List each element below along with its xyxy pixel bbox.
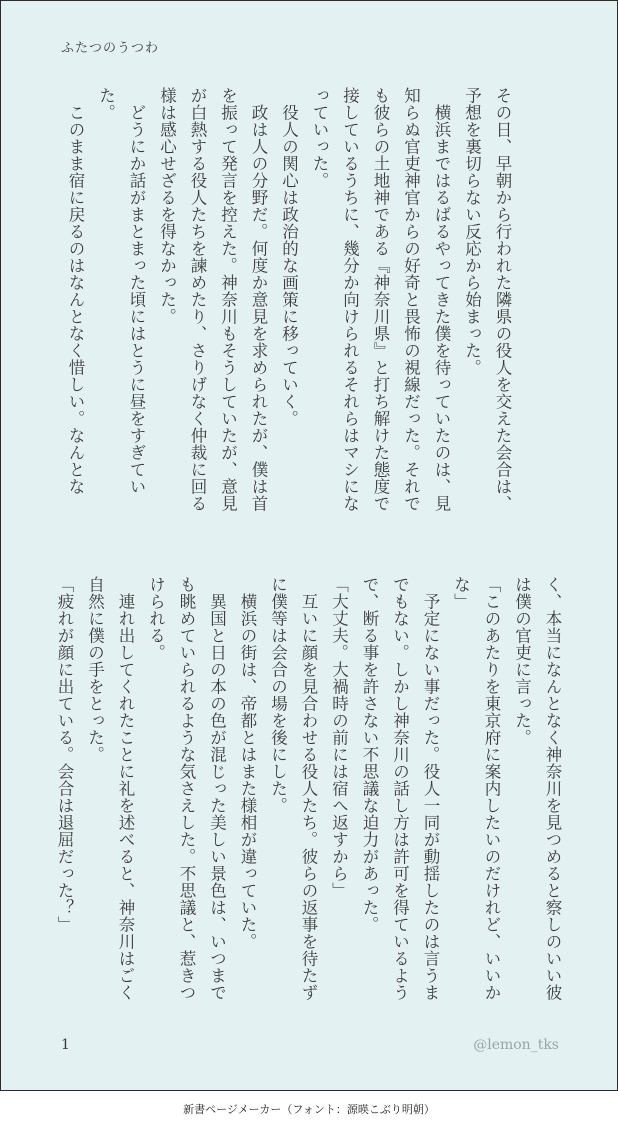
book-title: ふたつのうつわ bbox=[61, 41, 160, 56]
body-text-lower: く、本当になんとなく神奈川を見つめると察しのいい彼は僕の官吏に言った。 「このあたりを東京府に案内したいのだけれど、いいかな」 予定にない事だった。役人一同が動揺したのは言うまでもない。しかし神奈川の話し方は許可を得ているようで、断る事を許さない不思議な迫力があった。 「大丈夫。大禍時の前には宿へ返すから」 互いに顔を見合わせる役人たち。彼らの返事を待たずに僕等は会合の場を後にした。 横浜の街は、帝都とはまた様相が違っていた。 異国と日の本の色が混じった美しい景色は、いつまでも眺めていられるような気さえした。不思議と、惹きつけられる。 連れ出してくれたことに礼を述べると、神奈川はごく自然に僕の手をとった。 「疲れが顔に出ている。会合は退屈だった？」 bbox=[55, 576, 562, 1001]
author-handle: @lemon_tks bbox=[473, 1037, 559, 1053]
generator-caption: 新書ページメーカー（フォント：源暎こぶり明朝） bbox=[183, 1103, 435, 1116]
body-text-upper: その日、早朝から行われた隣県の役人を交えた会合は、予想を裏切らない反応から始まった。 横浜まではるばるやってきた僕を待っていたのは、見知らぬ官吏神官からの好奇と畏怖の視線だった。それでも彼らの土地神である『神奈川県』と打ち解けた態度で接しているうちに、幾分か向けられるそれらはマシになっていった。 役人の関心は政治的な画策に移っていく。 政は人の分野だ。何度か意見を求められたが、僕は首を振って発言を控えた。神奈川もそうしていたが、意見が白熱する役人たちを諫めたり、さりげなく仲裁に回る様は感心せざるを得なかった。 どうにか話がまとまった頃にはとうに昼をすぎていた。 このまま宿に戻るのはなんとなく惜しい。なんとな bbox=[66, 87, 512, 512]
page-number: 1 bbox=[61, 1037, 70, 1053]
